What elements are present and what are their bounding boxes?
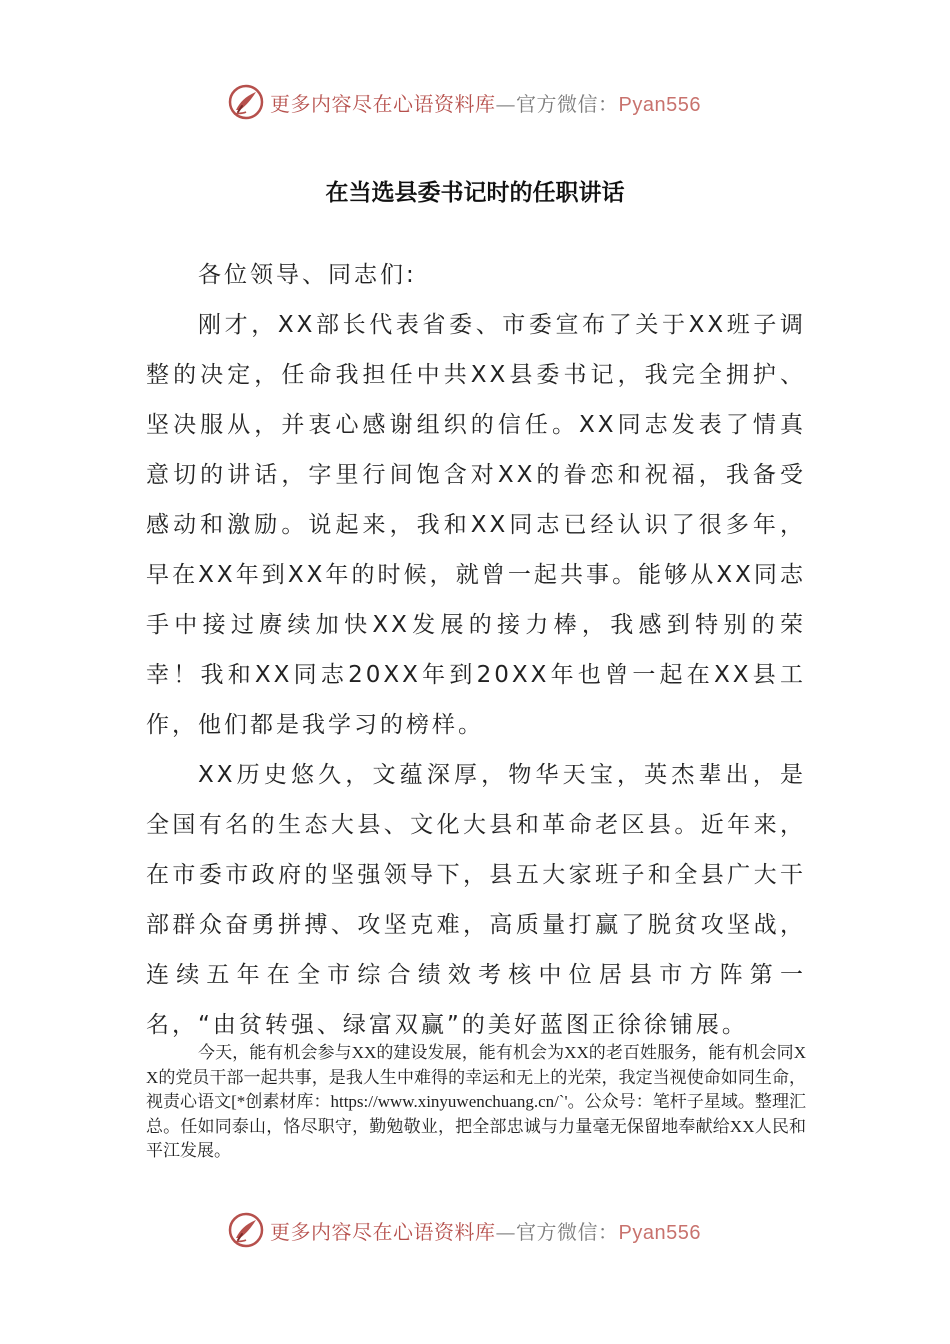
banner-dash: — <box>495 91 516 116</box>
wechat-id: Pyan556 <box>618 93 701 116</box>
banner-label: 官方微信： <box>516 1219 619 1244</box>
banner-text <box>270 88 701 117</box>
banner-brand: 更多内容尽在心语资料库 <box>270 1219 496 1244</box>
document-title: 在当选县委书记时的任职讲话 <box>325 179 625 206</box>
banner-dash: — <box>495 1219 516 1244</box>
banner-label: 官方微信： <box>516 91 619 116</box>
paragraph-3: 今天，能有机会参与XX的建设发展，能有机会为XX的老百姓服务，能有机会同XX的党员干部一起共事，是我人生中难得的幸运和无上的光荣，我定当视使命如同生命，视责心语文[*创素材库：https://www.xinyuwenchuang.cn/`'。公众号：笔杆子星域。整理汇总。任如同泰山，恪尽职守，勤勉敬业，把全部忠诚与力量毫无保留地奉献给XX人民和平江发展。 <box>146 1043 806 1160</box>
wechat-id: Pyan556 <box>618 1221 701 1244</box>
pen-logo-icon <box>228 84 264 120</box>
pen-logo-icon <box>228 1212 264 1248</box>
footer-banner <box>228 1210 748 1250</box>
salutation: 各位领导、同志们: <box>198 262 417 288</box>
banner-text <box>270 1216 701 1245</box>
header-banner <box>228 82 748 122</box>
document-body <box>146 250 806 1050</box>
paragraph-1: 刚才，XX部长代表省委、市委宣布了关于XX班子调整的决定，任命我担任中共XX县委书记，我完全拥护、坚决服从，并衷心感谢组织的信任。XX同志发表了情真意切的讲话，字里行间饱含对XX的眷恋和祝福，我备受感动和激励。说起来，我和XX同志已经认识了很多年，早在XX年到XX年的时候，就曾一起共事。能够从XX同志手中接过赓续加快XX发展的接力棒，我感到特别的荣幸！我和XX同志20XX年到20XX年也曾一起在XX县工作，他们都是我学习的榜样。 <box>146 312 806 738</box>
banner-brand: 更多内容尽在心语资料库 <box>270 91 496 116</box>
paragraph-2: XX历史悠久，文蕴深厚，物华天宝，英杰辈出，是全国有名的生态大县、文化大县和革命老区县。近年来，在市委市政府的坚强领导下，县五大家班子和全县广大干部群众奋勇拼搏、攻坚克难，高质量打赢了脱贫攻坚战，连续五年在全市综合绩效考核中位居县市方阵第一名，“由贫转强、绿富双赢”的美好蓝图正徐徐铺展。 <box>146 762 806 1038</box>
